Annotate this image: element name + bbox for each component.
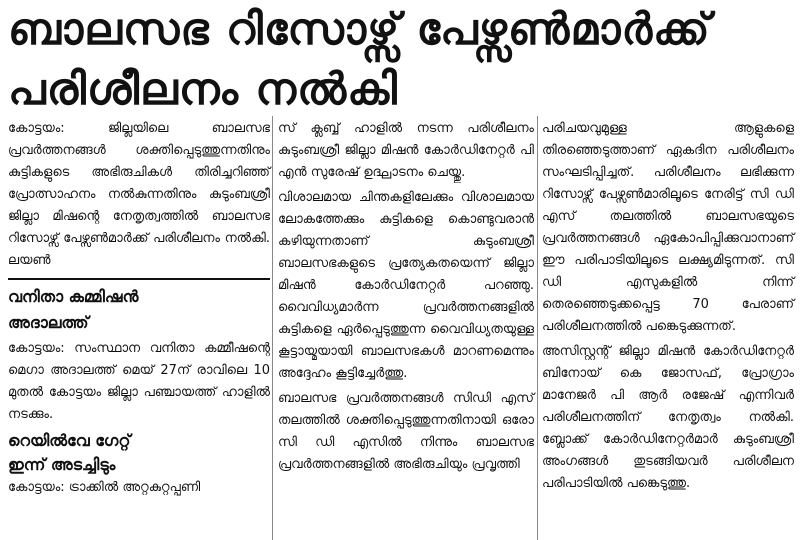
story2-heading — [8, 278, 270, 336]
story2-heading-line-2: അദാലത്ത് — [8, 313, 89, 332]
article-column-3 — [542, 118, 794, 498]
article-paragraph: പരിചയവുമുള്ള ആളുകളെ തിരഞ്ഞെടുത്താണ് ഏകദിന പരിശീലനം സംഘടിപ്പിച്ചത്. പരിശീലനം ലഭിക്കുന്ന റിസോഴ്സ് പേഴ്സൺമാരിലൂടെ നേരിട്ട് സി ഡി എസ് തലത്തിൽ ബാലസഭയുടെ പ്രവർത്തനങ്ങൾ ഏകോപിപ്പിക്കുവാനാണ് ഈ പരിപാടിയിലൂടെ ലക്ഷ്യമിടുന്നത്. സി ഡി എസുകളിൽ നിന്ന് തെരഞ്ഞെടുക്കപ്പെട്ട 70 പേരാണ് പരിശീലനത്തിൽ പങ്കെടുക്കുന്നത്. — [542, 121, 794, 334]
article-paragraph: വിശാലമായ ചിന്തകളിലേക്കും വിശാലമായ ലോകത്തേക്കും കുട്ടികളെ കൊണ്ടുവരാൻ കഴിയുന്നതാണ് കുടുംബശ്രീ ബാലസഭകളുടെ പ്രത്യേകതയെന്ന് ജില്ലാ മിഷൻ കോർഡിനേറ്റർ പറഞ്ഞു. വൈവിധ്യമാർന്ന പ്രവർത്തനങ്ങളിൽ കുട്ടികളെ ഏർപ്പെടുത്തുന്ന വൈവിധ്യതയുള്ള കൂട്ടായ്മയായി ബാലസഭകൾ മാറണമെന്നും അദ്ദേഹം കൂട്ടിച്ചേർത്തു. — [278, 190, 534, 381]
story2-body: കോട്ടയം: സംസ്ഥാന വനിതാ കമ്മീഷന്റെ മെഗാ അദാലത്ത് മെയ് 27ന് രാവിലെ 10 മുതൽ കോട്ടയം ജില്ലാ പഞ്ചായത്ത് ഹാളിൽ നടക്കും. — [8, 341, 270, 422]
article-paragraph: അസിസ്റ്റന്റ് ജില്ലാ മിഷൻ കോർഡിനേറ്റർ ബിനോയ് കെ ജോസഫ്, പ്രോഗ്രാം മാനേജർ പി ആർ രജേഷ് എന്നിവർ പരിശീലനത്തിന് നേതൃത്വം നൽകി. ബ്ലോക്ക് കോർഡിനേറ്റർമാർ കുടുംബശ്രീ അംഗങ്ങൾ തുടങ്ങിയവർ പരിശീലന പരിപാടിയിൽ പങ്കെടുത്തു. — [542, 344, 794, 491]
article-column-1 — [8, 118, 270, 502]
column-divider — [272, 116, 273, 540]
story3-heading — [8, 429, 270, 477]
column-divider — [537, 116, 538, 540]
story3-heading-line-1: റെയിൽവേ ഗേറ്റ് — [8, 431, 131, 450]
headline-line-1: ബാലസഭ റിസോഴ്സ് പേഴ്സൺമാർക്ക് — [8, 4, 711, 55]
headline-line-2: പരിശീലനം നൽകി — [8, 64, 398, 115]
article-paragraph: കോട്ടയം: ജില്ലയിലെ ബാലസഭ പ്രവർത്തനങ്ങൾ ശക്തിപ്പെടുത്തുന്നതിനും കുട്ടികളുടെ അഭിരുചികൾ തിരിച്ചറിഞ്ഞ് പ്രോത്സാഹനം നൽകുന്നതിനും കുടുംബശ്രീ ജില്ലാ മിഷന്റെ നേതൃത്വത്തിൽ ബാലസഭ റിസോഴ്സ് പേഴ്സൺമാർക്ക് പരിശീലനം നൽകി. ലയൺ — [8, 121, 270, 268]
headline — [8, 0, 798, 120]
article-paragraph: ബാലസഭ പ്രവർത്തനങ്ങൾ സിഡി എസ് തലത്തിൽ ശക്തിപ്പെടുത്തുന്നതിനായി ഒരോ സി ഡി എസിൽ നിന്നും ബാലസഭ പ്രവർത്തനങ്ങളിൽ അഭിരുചിയും പ്രവൃത്തി — [278, 391, 534, 472]
article-paragraph: സ് ക്ലബ്ബ് ഹാളിൽ നടന്ന പരിശീലനം കുടുംബശ്രീ ജില്ലാ മിഷൻ കോർഡിനേറ്റർ പി എൻ സുരേഷ് ഉദ്ഘാടനം ചെയ്തു. — [278, 121, 534, 180]
story3-body: കോട്ടയം: ട്രാക്കിൽ അറ്റകുറ്റപ്പണി — [8, 480, 201, 495]
story3-heading-line-2: ഇന്ന് അടച്ചിടും — [8, 455, 116, 474]
article-column-2 — [278, 118, 534, 479]
story2-heading-line-1: വനിതാ കമ്മിഷൻ — [8, 287, 139, 306]
